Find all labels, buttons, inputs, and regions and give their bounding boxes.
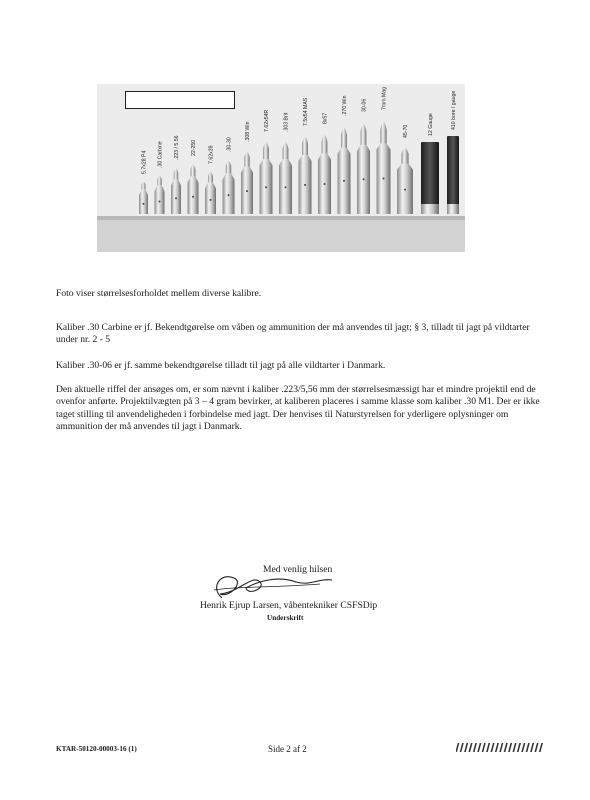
- barcode-bar: [464, 743, 468, 752]
- redaction-box: [125, 91, 235, 109]
- cartridge-label: 45-70: [403, 124, 409, 138]
- barcode-bar: [473, 743, 477, 752]
- page-number: Side 2 af 2: [268, 744, 307, 754]
- cartridge-label: .308 Win: [245, 121, 251, 142]
- cartridge-label: 8x57: [322, 112, 329, 124]
- barcode-bar: [539, 743, 543, 752]
- paragraph-rifle: Den aktuelle riffel der ansøges om, er som nævnt i kaliber .223/5,56 mm der størrelsesmæssigt har et mindre projektil end de ovenfor anførte. Projektilvægten på 3 – 4 gram bevirker, at kaliberen placeres i samme klasse som kaliber .30 M1. Der er ikke taget stilling til anvendeligheden i forbindelse med jagt. Der henvises til Naturstyrelsen for yderligere oplysninger om ammunition der må anvendes til jagt i Danmark.: [56, 384, 540, 433]
- paragraph-3006: Kaliber .30-06 er jf. samme bekendtgørelse tilladt til jagt på alle vildtarter i Danmark.: [56, 360, 386, 371]
- cartridge-label: .223 / 5.56: [174, 135, 180, 160]
- cartridge-label: 12 Gauge: [428, 113, 434, 136]
- cartridge-illustration: [97, 84, 465, 252]
- cartridge-label: 410 bore / gauge: [451, 90, 457, 130]
- barcode-bar: [495, 743, 499, 752]
- photo-caption: Foto viser størrelsesforholdet mellem diverse kalibre.: [56, 288, 262, 299]
- cartridge-label: 30-06: [361, 98, 368, 112]
- barcode-bar: [460, 743, 464, 752]
- cartridge-label: 7.62x39: [208, 145, 215, 164]
- closing-greeting: Med venlig hilsen: [263, 564, 333, 575]
- barcode-bar: [456, 743, 459, 752]
- cartridge-label: .270 Win: [342, 95, 348, 116]
- cartridge-label: 22-250: [191, 139, 197, 156]
- barcode-bar: [486, 743, 490, 752]
- barcode-bar: [517, 743, 521, 752]
- paragraph-carbine: Kaliber .30 Carbine er jf. Bekendtgørelse om våben og ammunition der må anvendes til jagt; § 3, tilladt til jagt på vildtarter under nr. 2 - 5: [56, 322, 530, 346]
- barcode-bar: [521, 743, 525, 752]
- cartridge-label: 7mm Mag: [381, 86, 388, 110]
- barcode-bar: [469, 743, 473, 752]
- display-base: [97, 216, 465, 252]
- cartridge-label: .30 Carbine: [157, 141, 164, 168]
- barcode-bar: [504, 743, 508, 752]
- signature-label: Underskrift: [267, 614, 304, 622]
- cartridge-photo: [97, 84, 465, 252]
- display-base-edge: [97, 216, 465, 220]
- barcode-bar: [535, 743, 539, 752]
- signer-name: Henrik Ejrup Larsen, våbentekniker CSFSDip: [200, 600, 378, 611]
- cartridge-label: 7.62x54R: [264, 109, 270, 132]
- cartridge: [421, 142, 439, 214]
- barcode-bar: [526, 743, 530, 752]
- barcode-bar: [482, 743, 486, 752]
- barcode-bar: [499, 743, 503, 752]
- barcode-bar: [513, 743, 517, 752]
- cartridge-label: 5.7x28 P4: [141, 150, 148, 174]
- cartridge-label: .30-30: [226, 137, 233, 152]
- cartridge-label: .303 Brit: [283, 112, 290, 132]
- barcode-bar: [508, 743, 512, 752]
- barcode-icon: [456, 742, 548, 754]
- barcode-bar: [530, 743, 534, 752]
- cartridge: [447, 136, 459, 214]
- barcode-bar: [491, 743, 495, 752]
- cartridge-label: 7.5x54 MAS: [303, 97, 309, 126]
- barcode-bar: [477, 743, 481, 752]
- document-id: KTAR-50120-00003-16 (1): [56, 745, 137, 753]
